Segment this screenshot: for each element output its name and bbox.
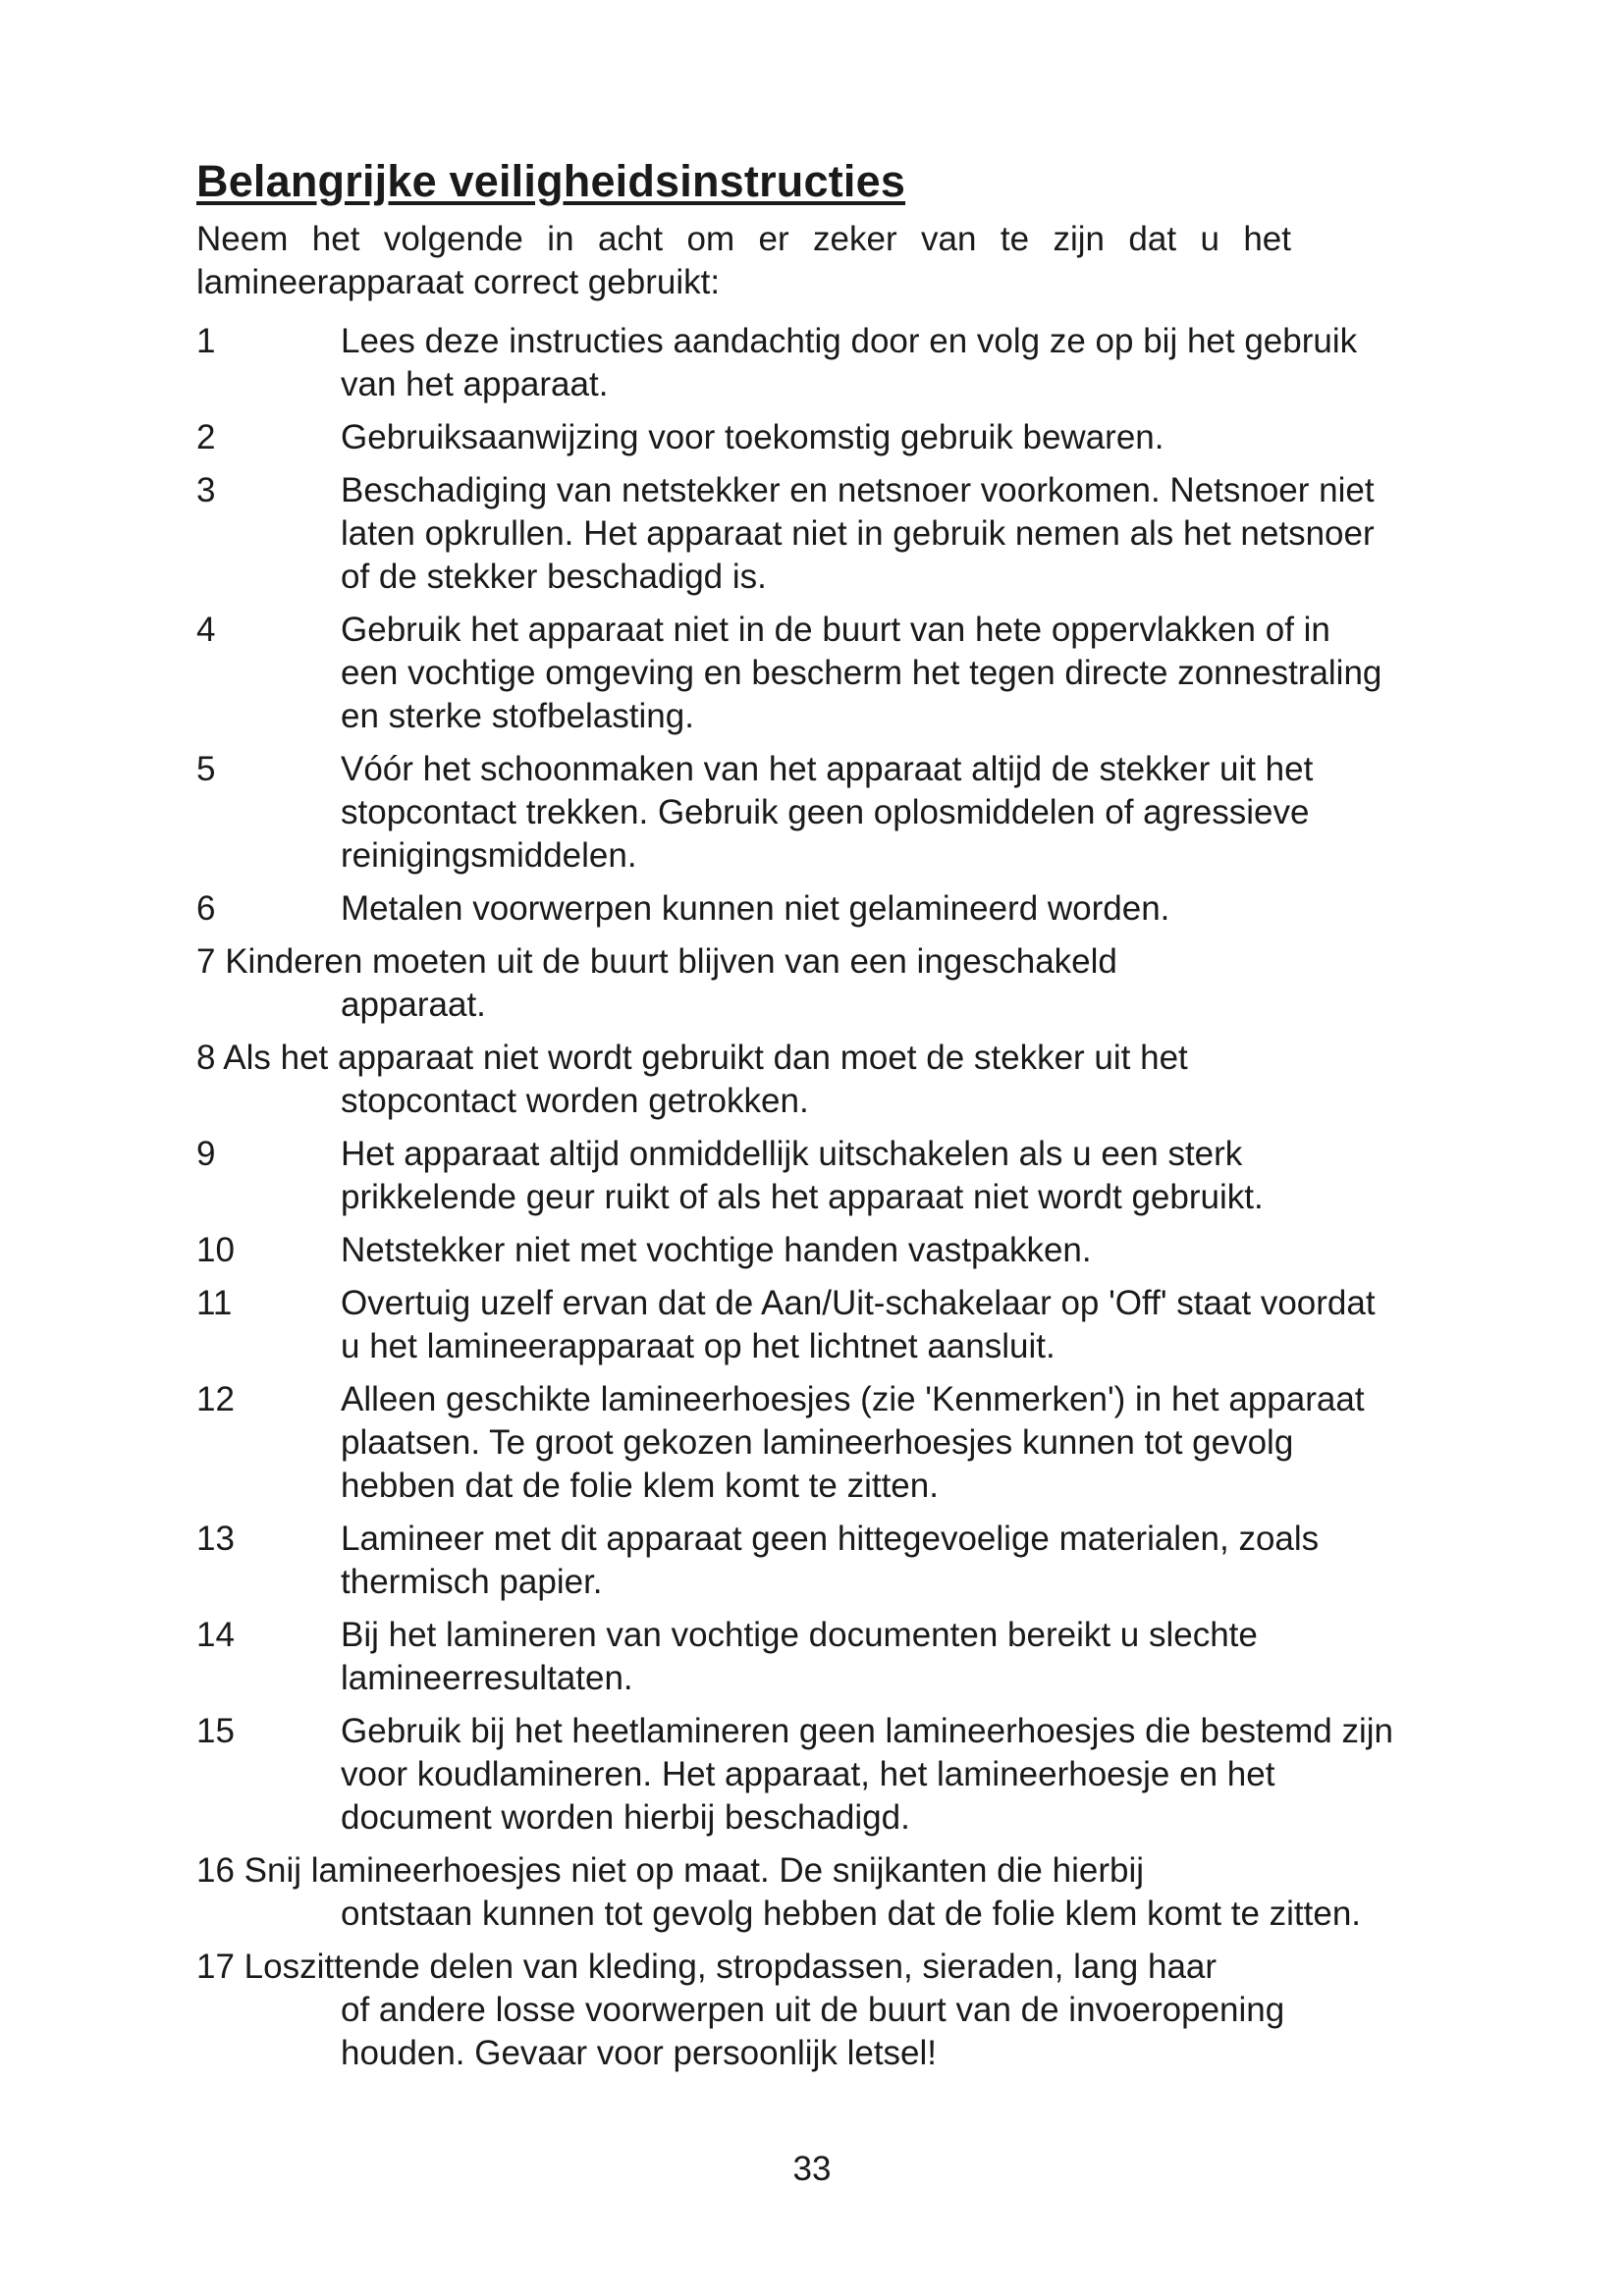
- list-item: [196, 1614, 1394, 1700]
- item-text-first-line: Als het apparaat niet wordt gebruikt dan moet de stekker uit het: [223, 1039, 1188, 1077]
- item-number: 17: [196, 1948, 244, 1986]
- item-text: Lees deze instructies aandachtig door en volg ze op bij het gebruik van het apparaat.: [341, 322, 1358, 403]
- page-title: Belangrijke veiligheidsinstructies: [196, 156, 906, 206]
- item-number: 11: [196, 1284, 233, 1322]
- item-text: Gebruik bij het heetlamineren geen lamineerhoesjes die bestemd zijn voor koudlamineren. Het apparaat, het lamineerhoesje en het document worden hierbij beschadigd.: [341, 1712, 1394, 1837]
- item-text: Overtuig uzelf ervan dat de Aan/Uit-schakelaar op 'Off' staat voordat u het lamineerapparaat op het lichtnet aansluit.: [341, 1284, 1376, 1365]
- item-text: Vóór het schoonmaken van het apparaat altijd de stekker uit het stopcontact trekken. Gebruik geen oplosmiddelen of agressieve reinigingsmiddelen.: [341, 750, 1314, 875]
- item-text: Bij het lamineren van vochtige documenten bereikt u slechte lamineerresultaten.: [341, 1616, 1258, 1697]
- list-item: [196, 1710, 1394, 1840]
- list-item: [196, 1378, 1394, 1508]
- list-item: [196, 1133, 1394, 1219]
- item-number: 2: [196, 418, 216, 456]
- list-item: [196, 1037, 1394, 1123]
- safety-instructions-list: [196, 320, 1394, 2085]
- item-text-first-line: Loszittende delen van kleding, stropdassen, sieraden, lang haar: [244, 1948, 1218, 1986]
- item-number: 16: [196, 1851, 244, 1890]
- item-text-first-line: Snij lamineerhoesjes niet op maat. De snijkanten die hierbij: [244, 1851, 1144, 1890]
- list-item: [196, 940, 1394, 1027]
- list-item: [196, 1946, 1394, 2075]
- list-item: [196, 887, 1394, 931]
- item-number: 12: [196, 1380, 235, 1418]
- item-text: Alleen geschikte lamineerhoesjes (zie 'Kenmerken') in het apparaat plaatsen. Te groot gekozen lamineerhoesjes kunnen tot gevolg hebben dat de folie klem komt te zitten.: [341, 1380, 1365, 1505]
- item-text-continuation: stopcontact worden getrokken.: [341, 1082, 809, 1120]
- item-number: 1: [196, 322, 216, 360]
- list-item: [196, 1282, 1394, 1368]
- page-number: 33: [792, 2150, 832, 2188]
- item-text: Lamineer met dit apparaat geen hittegevoelige materialen, zoals thermisch papier.: [341, 1520, 1320, 1601]
- intro-paragraph: Neem het volgende in acht om er zeker van te zijn dat u het lamineerapparaat correct gebruikt:: [196, 220, 1291, 301]
- item-text-first-line: Kinderen moeten uit de buurt blijven van een ingeschakeld: [225, 942, 1117, 981]
- item-number: 3: [196, 471, 216, 509]
- list-item: [196, 320, 1394, 406]
- item-text: Gebruik het apparaat niet in de buurt van hete oppervlakken of in een vochtige omgeving en bescherm het tegen directe zonnestraling en sterke stofbelasting.: [341, 611, 1382, 735]
- list-item: [196, 609, 1394, 738]
- item-text-continuation: apparaat.: [341, 986, 486, 1024]
- list-item: [196, 748, 1394, 878]
- list-item: [196, 1518, 1394, 1604]
- item-number: 14: [196, 1616, 235, 1654]
- item-text: Gebruiksaanwijzing voor toekomstig gebruik bewaren.: [341, 418, 1164, 456]
- item-number: 4: [196, 611, 216, 649]
- item-number: 8: [196, 1039, 224, 1077]
- item-text-continuation: ontstaan kunnen tot gevolg hebben dat de folie klem komt te zitten.: [341, 1895, 1362, 1933]
- list-item: [196, 469, 1394, 599]
- item-number: 5: [196, 750, 216, 788]
- item-number: 15: [196, 1712, 235, 1750]
- item-number: 9: [196, 1135, 216, 1173]
- item-text: Metalen voorwerpen kunnen niet gelamineerd worden.: [341, 889, 1170, 928]
- item-text: Het apparaat altijd onmiddellijk uitschakelen als u een sterk prikkelende geur ruikt of als het apparaat niet wordt gebruikt.: [341, 1135, 1264, 1216]
- item-number: 6: [196, 889, 216, 928]
- list-item: [196, 1229, 1394, 1272]
- item-number: 10: [196, 1231, 235, 1269]
- list-item: [196, 1849, 1394, 1936]
- item-text-continuation: of andere losse voorwerpen uit de buurt van de invoeropening houden. Gevaar voor persoonlijk letsel!: [341, 1991, 1285, 2072]
- item-text: Netstekker niet met vochtige handen vastpakken.: [341, 1231, 1092, 1269]
- item-text: Beschadiging van netstekker en netsnoer voorkomen. Netsnoer niet laten opkrullen. Het apparaat niet in gebruik nemen als het netsnoer of de stekker beschadigd is.: [341, 471, 1375, 596]
- item-number: 7: [196, 942, 226, 981]
- item-number: 13: [196, 1520, 235, 1558]
- list-item: [196, 416, 1394, 459]
